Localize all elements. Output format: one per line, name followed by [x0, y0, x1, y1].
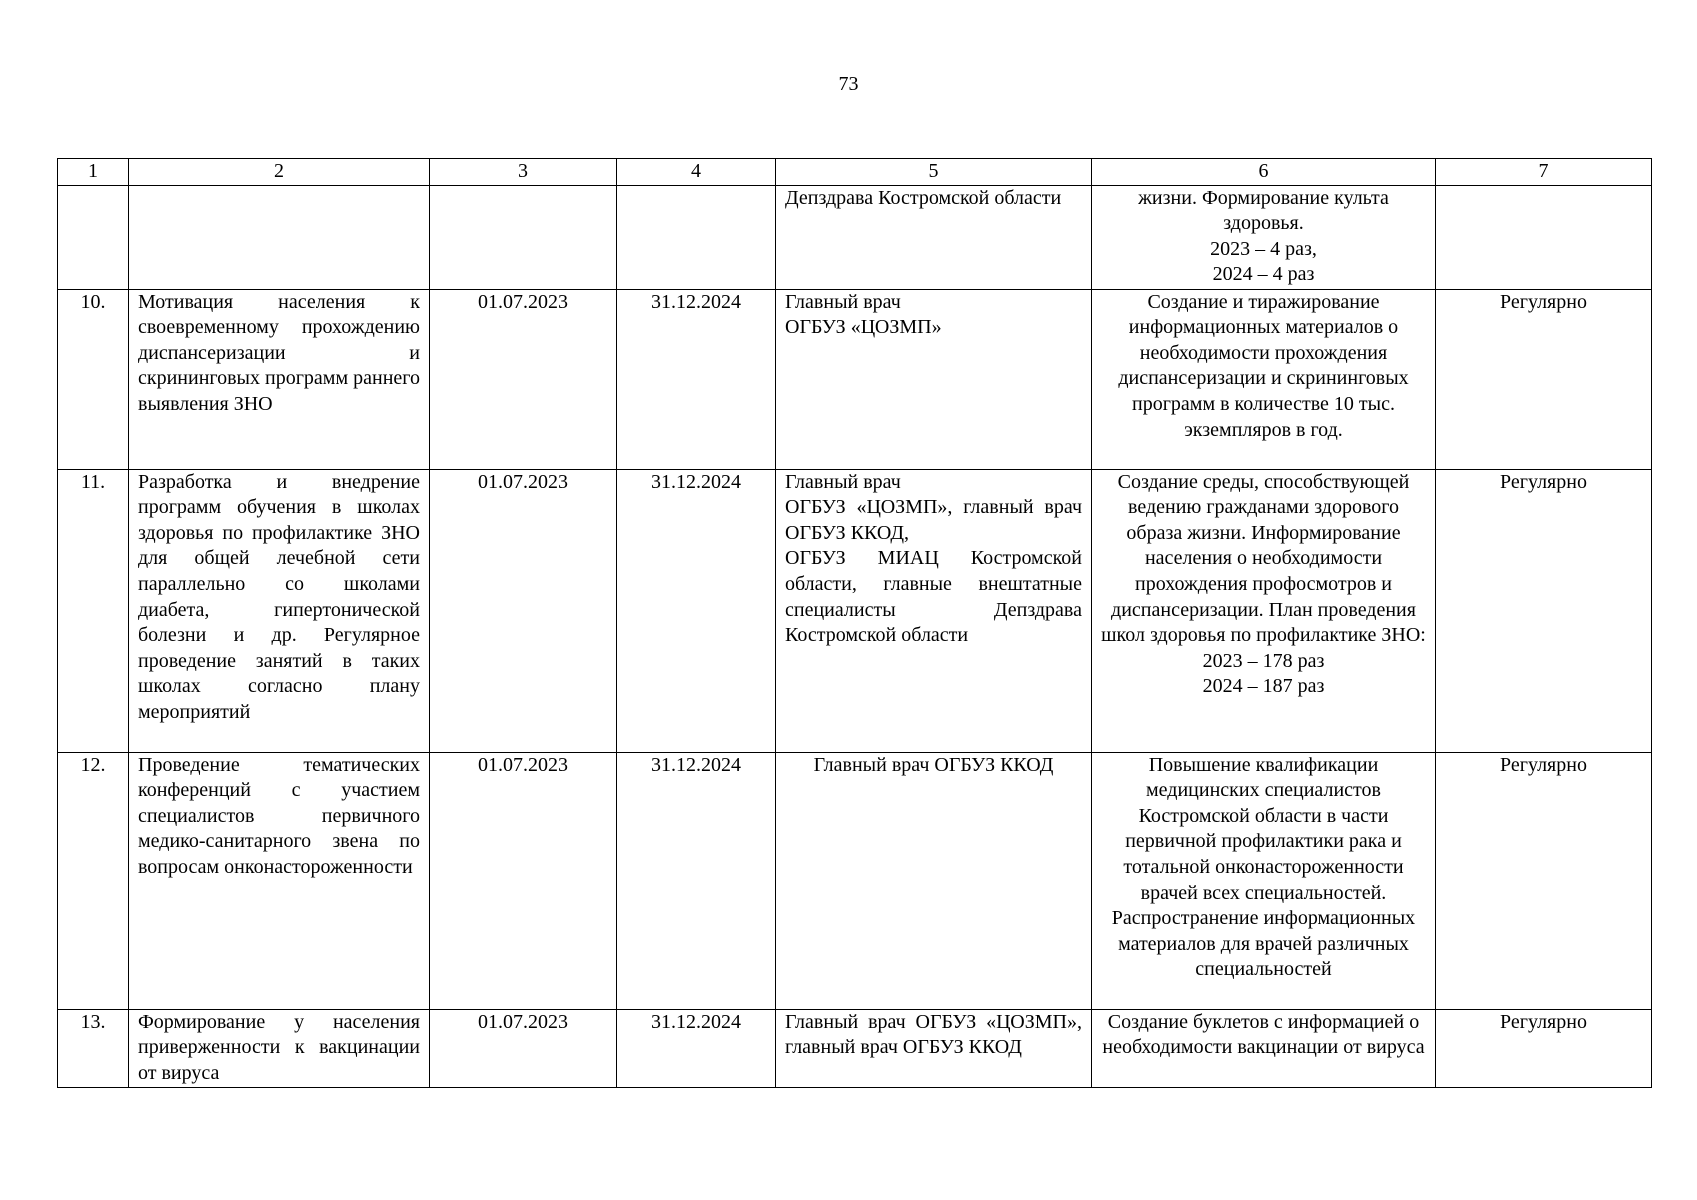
start-date-cell: 01.07.2023 — [430, 1009, 617, 1087]
column-number-7: 7 — [1436, 159, 1652, 186]
start-date-cell: 01.07.2023 — [430, 752, 617, 1009]
table-row — [58, 1009, 1652, 1087]
responsible-cell: Главный врач ОГБУЗ ККОД — [776, 752, 1092, 1009]
page-number: 73 — [838, 73, 859, 95]
activity-cell — [129, 185, 430, 289]
table-row — [58, 469, 1652, 752]
frequency-cell: Регулярно — [1436, 1009, 1652, 1087]
table-row — [58, 289, 1652, 469]
activity-cell: Проведение тематических конференций с участием специалистов первичного медико-санитарного звена по вопросам онконастороженности — [129, 752, 430, 1009]
activity-plan-table — [57, 158, 1652, 1088]
end-date-cell: 31.12.2024 — [617, 289, 776, 469]
column-number-3: 3 — [430, 159, 617, 186]
frequency-cell: Регулярно — [1436, 469, 1652, 752]
frequency-cell — [1436, 185, 1652, 289]
row-number-cell: 10. — [58, 289, 129, 469]
activity-cell: Мотивация населения к своевременному прохождению диспансеризации и скрининговых программ раннего выявления ЗНО — [129, 289, 430, 469]
responsible-cell: Главный врач ОГБУЗ «ЦОЗМП», главный врач ОГБУЗ ККОД — [776, 1009, 1092, 1087]
end-date-cell: 31.12.2024 — [617, 469, 776, 752]
row-number-cell — [58, 185, 129, 289]
row-number-cell: 13. — [58, 1009, 129, 1087]
frequency-cell: Регулярно — [1436, 289, 1652, 469]
responsible-cell: Депздрава Костромской области — [776, 185, 1092, 289]
responsible-cell: Главный врач ОГБУЗ «ЦОЗМП» — [776, 289, 1092, 469]
start-date-cell: 01.07.2023 — [430, 469, 617, 752]
end-date-cell: 31.12.2024 — [617, 1009, 776, 1087]
column-number-1: 1 — [58, 159, 129, 186]
row-number-cell: 12. — [58, 752, 129, 1009]
end-date-cell — [617, 185, 776, 289]
result-cell: Создание среды, способствующей ведению гражданами здорового образа жизни. Информирование населения о необходимости прохождения профосмотров и диспансеризации. План проведения школ здоровья по профилактике ЗНО: 2023 – 178 раз 2024 – 187 раз — [1092, 469, 1436, 752]
frequency-cell: Регулярно — [1436, 752, 1652, 1009]
result-cell: Создание буклетов с информацией о необходимости вакцинации от вируса — [1092, 1009, 1436, 1087]
end-date-cell: 31.12.2024 — [617, 752, 776, 1009]
column-number-2: 2 — [129, 159, 430, 186]
start-date-cell — [430, 185, 617, 289]
start-date-cell: 01.07.2023 — [430, 289, 617, 469]
result-cell: Создание и тиражирование информационных материалов о необходимости прохождения диспансеризации и скрининговых программ в количестве 10 тыс. экземпляров в год. — [1092, 289, 1436, 469]
table-row — [58, 752, 1652, 1009]
activity-cell: Формирование у населения приверженности к вакцинации от вируса — [129, 1009, 430, 1087]
column-number-6: 6 — [1092, 159, 1436, 186]
result-cell: жизни. Формирование культа здоровья. 2023 – 4 раз, 2024 – 4 раз — [1092, 185, 1436, 289]
activity-cell: Разработка и внедрение программ обучения в школах здоровья по профилактике ЗНО для общей лечебной сети параллельно со школами диабета, гипертонической болезни и др. Регулярное проведение занятий в таких школах согласно плану мероприятий — [129, 469, 430, 752]
column-number-5: 5 — [776, 159, 1092, 186]
result-cell: Повышение квалификации медицинских специалистов Костромской области в части первичной профилактики рака и тотальной онконастороженности врачей всех специальностей. Распространение информационных материалов для врачей различных специальностей — [1092, 752, 1436, 1009]
row-number-cell: 11. — [58, 469, 129, 752]
column-number-row — [58, 159, 1652, 186]
table-row — [58, 185, 1652, 289]
responsible-cell: Главный врач ОГБУЗ «ЦОЗМП», главный врач ОГБУЗ ККОД, ОГБУЗ МИАЦ Костромской области, главные внештатные специалисты Депздрава Костромской области — [776, 469, 1092, 752]
column-number-4: 4 — [617, 159, 776, 186]
